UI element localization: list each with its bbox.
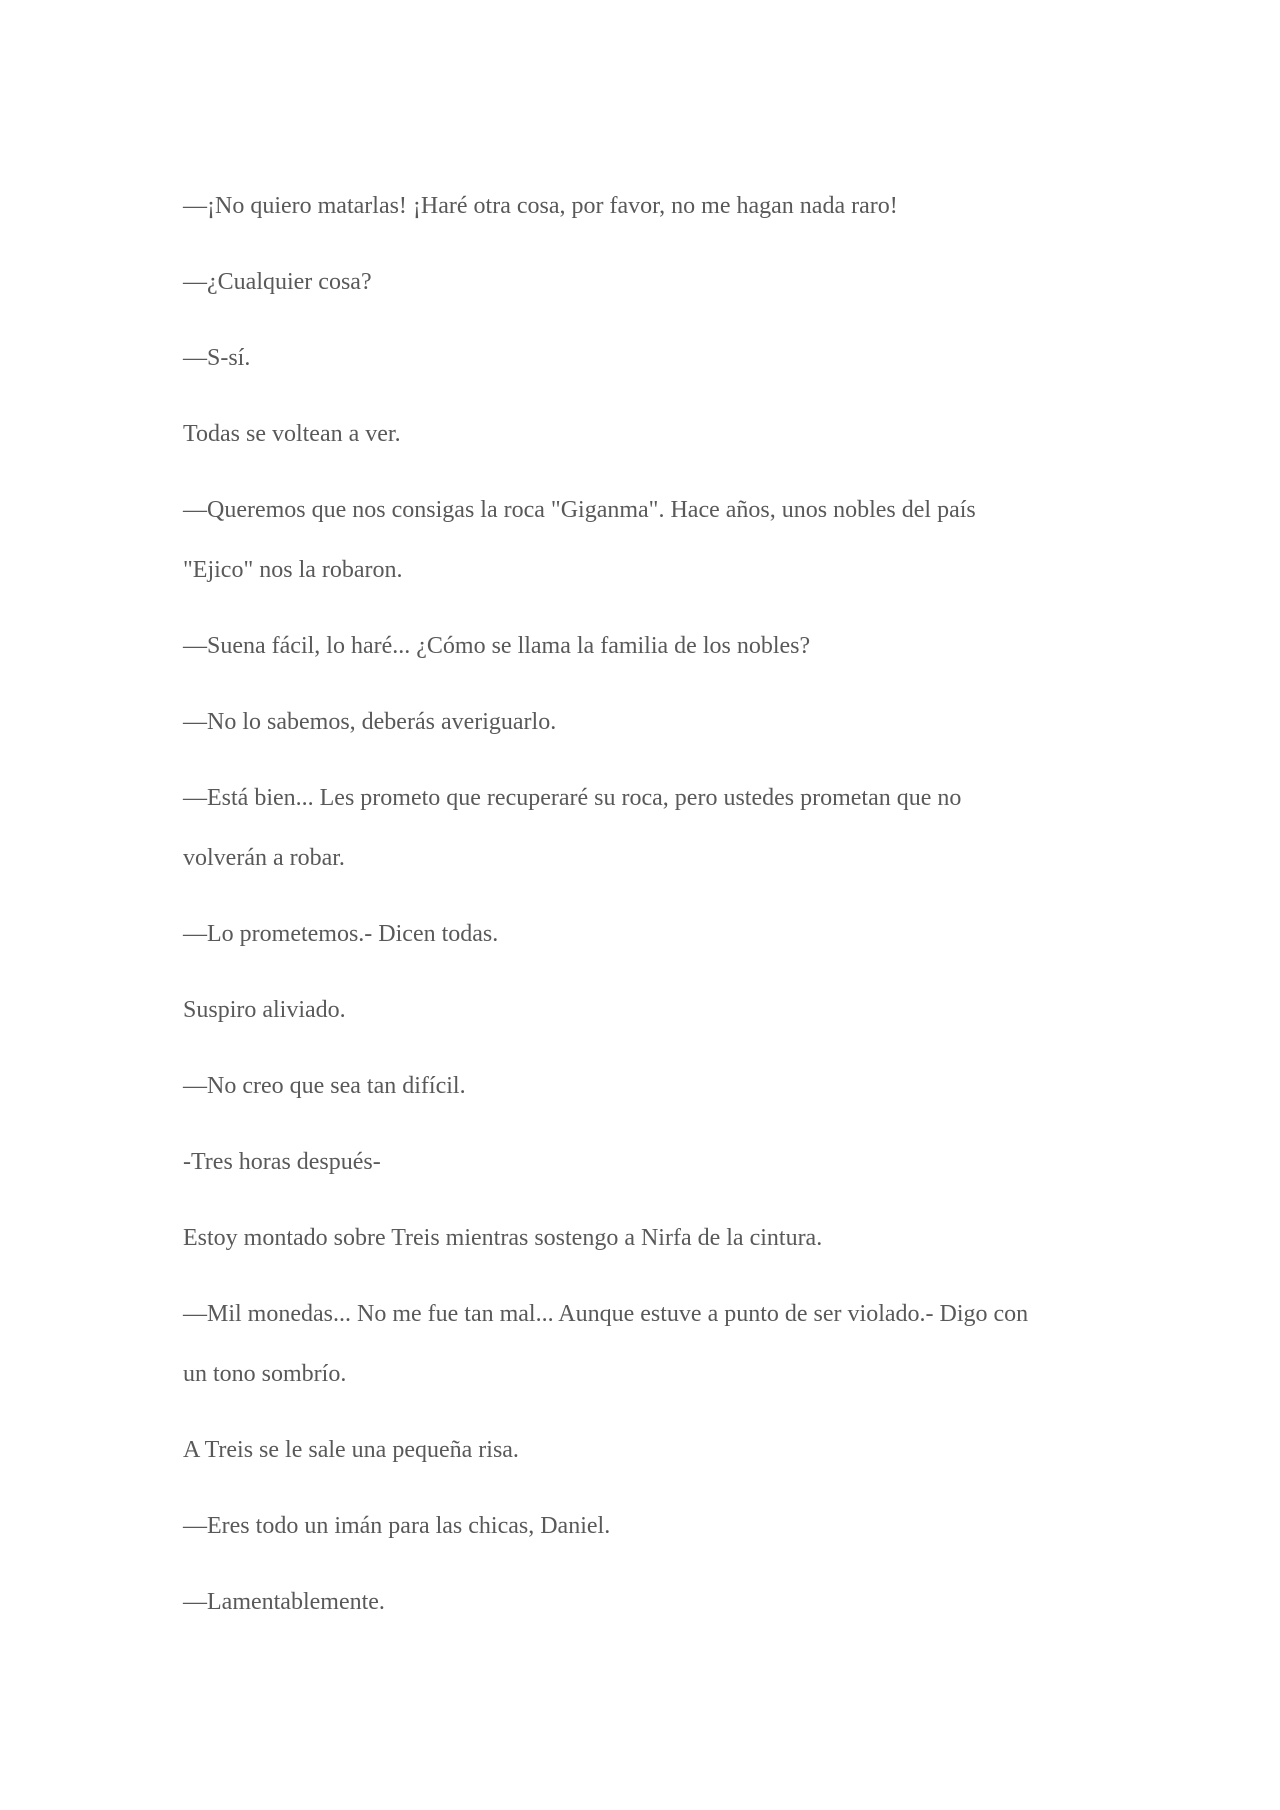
paragraph-line: —Suena fácil, lo haré... ¿Cómo se llama la familia de los nobles? bbox=[183, 633, 811, 659]
paragraph bbox=[183, 404, 1123, 464]
paragraph-line: Suspiro aliviado. bbox=[183, 997, 346, 1023]
paragraph-line: —Eres todo un imán para las chicas, Daniel. bbox=[183, 1513, 611, 1539]
paragraph bbox=[183, 616, 1123, 676]
paragraph-line: —S-sí. bbox=[183, 345, 251, 371]
paragraph-line: "Ejico" nos la robaron. bbox=[183, 557, 403, 583]
paragraph bbox=[183, 252, 1123, 312]
paragraph bbox=[183, 1208, 1123, 1268]
paragraph bbox=[183, 692, 1123, 752]
paragraph bbox=[183, 980, 1123, 1040]
paragraph bbox=[183, 1572, 1123, 1632]
paragraph-line: un tono sombrío. bbox=[183, 1361, 347, 1387]
paragraph bbox=[183, 480, 1123, 600]
paragraph bbox=[183, 1496, 1123, 1556]
paragraph-line: —Queremos que nos consigas la roca "Giganma". Hace años, unos nobles del país bbox=[183, 497, 976, 523]
paragraph bbox=[183, 904, 1123, 964]
paragraph-line: —Está bien... Les prometo que recuperaré su roca, pero ustedes prometan que no bbox=[183, 785, 962, 811]
paragraph-line: Todas se voltean a ver. bbox=[183, 421, 401, 447]
paragraph-line: Estoy montado sobre Treis mientras sostengo a Nirfa de la cintura. bbox=[183, 1225, 823, 1251]
paragraph bbox=[183, 1056, 1123, 1116]
paragraph-line: —¿Cualquier cosa? bbox=[183, 269, 372, 295]
paragraph-line: volverán a robar. bbox=[183, 845, 345, 871]
paragraph-line: —Lamentablemente. bbox=[183, 1589, 385, 1615]
paragraph bbox=[183, 1420, 1123, 1480]
paragraph bbox=[183, 1132, 1123, 1192]
paragraph bbox=[183, 328, 1123, 388]
paragraph bbox=[183, 1284, 1123, 1404]
paragraph-line: —No creo que sea tan difícil. bbox=[183, 1073, 466, 1099]
paragraph-line: —Mil monedas... No me fue tan mal... Aunque estuve a punto de ser violado.- Digo con bbox=[183, 1301, 1029, 1327]
paragraph-line: —Lo prometemos.- Dicen todas. bbox=[183, 921, 499, 947]
paragraph bbox=[183, 768, 1123, 888]
paragraph-line: —¡No quiero matarlas! ¡Haré otra cosa, por favor, no me hagan nada raro! bbox=[183, 193, 898, 219]
paragraph bbox=[183, 176, 1123, 236]
paragraph-line: -Tres horas después- bbox=[183, 1149, 381, 1175]
story-text bbox=[183, 176, 1123, 1648]
paragraph-line: A Treis se le sale una pequeña risa. bbox=[183, 1437, 519, 1463]
paragraph-line: —No lo sabemos, deberás averiguarlo. bbox=[183, 709, 557, 735]
